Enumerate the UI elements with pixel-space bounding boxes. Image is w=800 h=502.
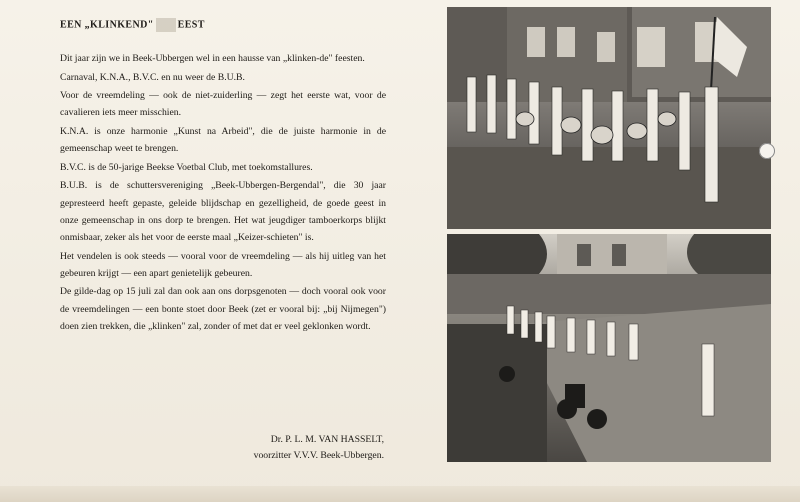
paragraph: Carnaval, K.N.A., B.V.C. en nu weer de B.U.B. xyxy=(60,71,245,83)
parade-drummers-image xyxy=(447,7,771,229)
signature-block xyxy=(214,432,384,464)
article-heading xyxy=(60,18,386,30)
paragraph: B.V.C. is de 50-jarige Beekse Voetbal Club, met toekomstallures. xyxy=(60,161,313,173)
signature-name: Dr. P. L. M. VAN HASSELT, xyxy=(270,434,384,445)
paragraph: B.U.B. is de schuttersvereniging „Beek-Ubbergen-Bergendal", die 30 jaar gepresteerd heeft gepaste, geleide blijdschap en gezelligheid, de goede geest in onze gemeenschap in ons dorp te brengen. Het wat jeugdiger tamboerkorps blijkt onmisbaar, zeker als het voor de eerste maal „Keizer-schieten" is. xyxy=(60,180,386,243)
paragraph: Voor de vreemdeling — ook de niet-zuiderling — zegt het eerste wat, voor de cavalieren iets meer misschien. xyxy=(60,90,386,119)
procession-crowd-image xyxy=(447,234,771,462)
heading-text-left: EEN „KLINKEND" xyxy=(60,19,154,31)
article-column xyxy=(60,18,386,336)
parade-drummers-photo xyxy=(447,7,771,229)
signature-title: voorzitter V.V.V. Beek-Ubbergen. xyxy=(253,450,384,461)
paragraph: Het vendelen is ook steeds — vooral voor de vreemdeling — als hij uitleg van het gebeuren krijgt — een apart genietelijk gebeuren. xyxy=(60,250,386,279)
paragraph: K.N.A. is onze harmonie „Kunst na Arbeid", die de juiste harmonie in de gemeenschap weet te brengen. xyxy=(60,125,386,155)
punch-hole xyxy=(759,143,775,159)
heading-text-right: EEST xyxy=(177,19,205,31)
paper-edge xyxy=(0,486,800,502)
heading-smudge xyxy=(156,18,176,32)
procession-crowd-photo xyxy=(447,234,771,462)
paragraph: De gilde-dag op 15 juli zal dan ook aan ons dorpsgenoten — doch vooral ook voor de vreemdelingen — een bonte stoet door Beek (zet er vooral bij: „bij Nijmegen") doen zien trekken, die „klinken" zal, zonder of met dat er veel geklonken wordt. xyxy=(60,286,386,332)
paragraph: Dit jaar zijn we in Beek-Ubbergen wel in een hausse van „klinken-de" feesten. xyxy=(60,53,365,64)
